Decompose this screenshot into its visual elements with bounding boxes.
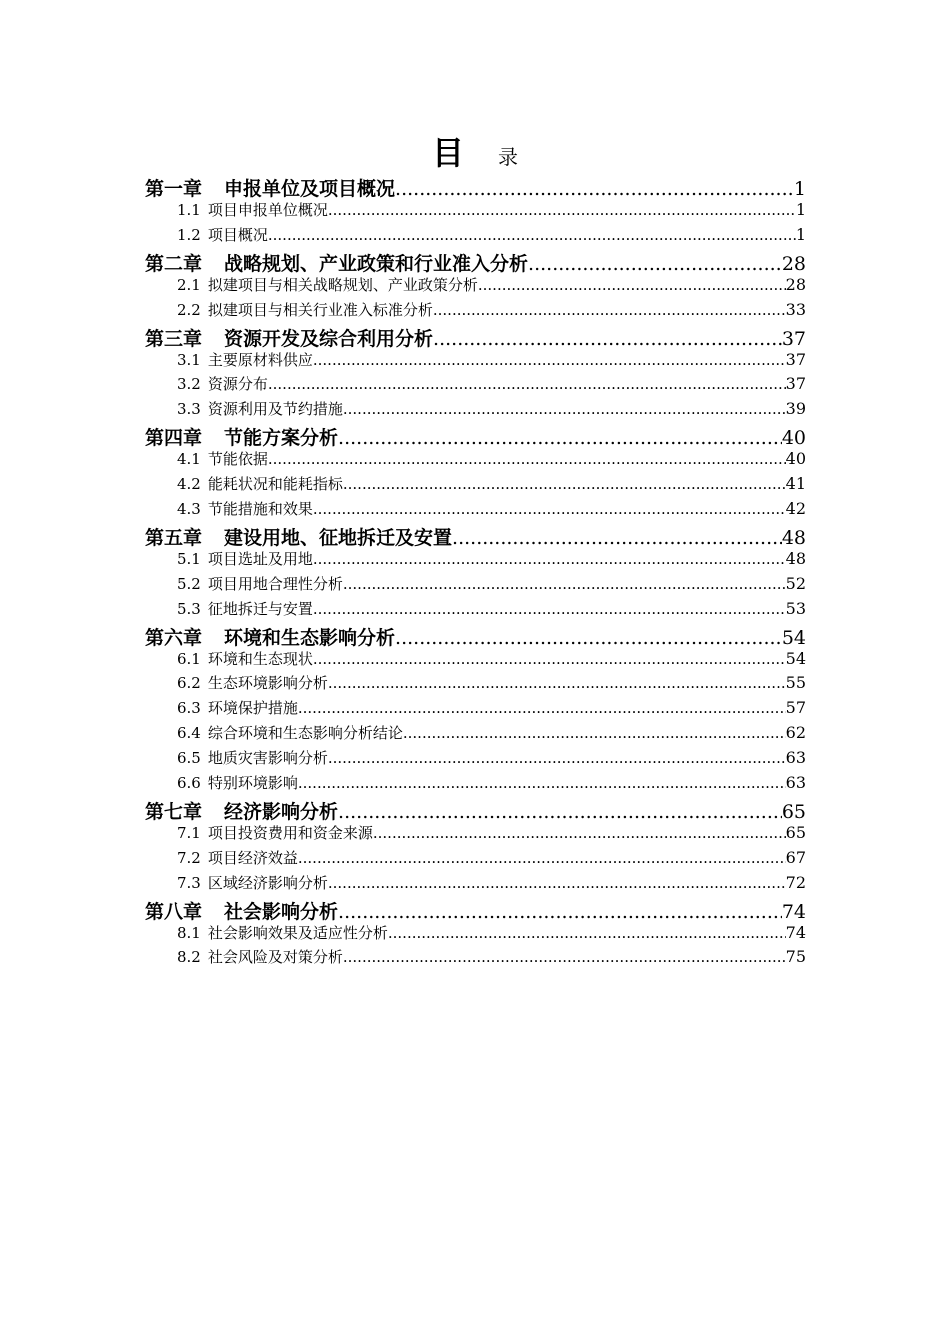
toc-leader-dots (478, 276, 786, 294)
toc-page-number: 1 (793, 178, 806, 200)
toc-section-entry[interactable] (145, 199, 806, 224)
toc-entry-number: 第七章 (145, 800, 203, 823)
toc-section-entry[interactable] (145, 672, 806, 697)
toc-section-entry[interactable] (145, 598, 806, 623)
toc-page-number: 63 (785, 773, 806, 793)
toc-entry-number: 7.1 (177, 823, 201, 842)
toc-section-entry[interactable] (145, 349, 806, 374)
toc-entry-label (177, 274, 478, 295)
toc-entry-title: 拟建项目与相关战略规划、产业政策分析 (207, 275, 478, 294)
toc-entry-title: 节能方案分析 (224, 427, 339, 450)
toc-leader-dots (298, 699, 786, 717)
toc-entry-number: 6.3 (177, 699, 201, 718)
toc-entry-number: 7.3 (177, 873, 201, 892)
toc-leader-dots (343, 575, 786, 593)
toc-leader-dots (268, 375, 786, 393)
toc-entry-title: 战略规划、产业政策和行业准入分析 (224, 252, 529, 275)
toc-entry-label (177, 448, 268, 469)
toc-entry-label (177, 672, 328, 693)
toc-entry-label (177, 349, 313, 370)
toc-entry-title: 项目选址及用地 (207, 549, 313, 568)
toc-entry-label (177, 548, 313, 569)
toc-entry-label (177, 373, 268, 394)
toc-section-entry[interactable] (145, 448, 806, 473)
toc-page-number: 37 (785, 374, 806, 394)
toc-page-number: 28 (781, 252, 806, 275)
toc-entry-label (177, 648, 313, 669)
toc-section-entry[interactable] (145, 498, 806, 523)
toc-section-entry[interactable] (145, 548, 806, 573)
toc-entry-number: 3.2 (177, 375, 201, 394)
toc-section-entry[interactable] (145, 747, 806, 772)
toc-leader-dots (338, 901, 782, 923)
toc-title-sub: 录 (498, 145, 518, 169)
toc-page-number: 33 (785, 299, 806, 319)
toc-page-number: 42 (785, 499, 806, 519)
toc-section-entry[interactable] (145, 722, 806, 747)
toc-leader-dots (343, 400, 786, 418)
toc-section-entry[interactable] (145, 772, 806, 797)
toc-entry-number: 2.2 (177, 300, 201, 319)
toc-entry-label (177, 697, 298, 718)
toc-chapter-entry[interactable] (145, 523, 806, 548)
toc-chapter-entry[interactable] (145, 249, 806, 274)
toc-page-number: 40 (785, 449, 806, 469)
toc-entry-number: 6.6 (177, 774, 201, 793)
toc-entry-number: 8.2 (177, 948, 201, 967)
toc-entry-title: 能耗状况和能耗指标 (207, 475, 343, 494)
toc-leader-dots (403, 724, 786, 742)
toc-leader-dots (313, 550, 786, 568)
toc-page-number: 52 (785, 573, 806, 593)
toc-chapter-entry[interactable] (145, 324, 806, 349)
toc-page-number: 41 (785, 474, 806, 494)
toc-entry-label (177, 822, 373, 843)
toc-entry-label (177, 573, 343, 594)
toc-leader-dots (298, 849, 786, 867)
toc-section-entry[interactable] (145, 224, 806, 249)
toc-entry-title: 社会影响效果及适应性分析 (207, 923, 388, 942)
toc-leader-dots (528, 253, 782, 275)
toc-entry-label (145, 249, 528, 276)
toc-entry-number: 3.1 (177, 350, 201, 369)
toc-leader-dots (313, 351, 786, 369)
toc-entry-label (177, 847, 298, 868)
toc-leader-dots (395, 627, 782, 649)
toc-section-entry[interactable] (145, 822, 806, 847)
toc-entry-number: 第一章 (145, 178, 203, 200)
toc-entry-title: 综合环境和生态影响分析结论 (207, 724, 403, 743)
toc-page-number: 1 (795, 224, 806, 244)
toc-page-number: 39 (785, 399, 806, 419)
toc-entry-title: 申报单位及项目概况 (224, 178, 396, 200)
toc-page-number: 48 (785, 548, 806, 568)
toc-page-number: 57 (785, 698, 806, 718)
toc-section-entry[interactable] (145, 473, 806, 498)
toc-entry-title: 经济影响分析 (224, 800, 339, 823)
toc-entry-number: 3.3 (177, 400, 201, 419)
toc-title-main: 目 (431, 134, 464, 172)
toc-section-entry[interactable] (145, 697, 806, 722)
toc-page-number: 75 (785, 947, 806, 967)
toc-leader-dots (343, 475, 786, 493)
toc-entry-title: 地质灾害影响分析 (207, 749, 328, 768)
toc-entry-title: 节能依据 (207, 450, 268, 469)
toc-page-number: 54 (785, 648, 806, 668)
toc-entry-title: 征地拆迁与安置 (207, 599, 313, 618)
toc-page-number: 40 (781, 427, 806, 450)
toc-entry-title: 环境保护措施 (207, 699, 298, 718)
toc-page-number: 63 (785, 748, 806, 768)
toc-leader-dots (373, 824, 786, 842)
toc-entry-label (177, 598, 313, 619)
toc-chapter-entry[interactable] (145, 174, 806, 199)
toc-page-number: 54 (781, 626, 806, 649)
toc-section-entry[interactable] (145, 648, 806, 673)
toc-entry-number: 4.3 (177, 500, 201, 519)
toc-entry-label (145, 324, 433, 351)
toc-page-number: 74 (781, 900, 806, 923)
toc-section-entry[interactable] (145, 573, 806, 598)
toc-entry-label (177, 722, 403, 743)
toc-leader-dots (268, 226, 796, 244)
toc-entry-number: 5.3 (177, 599, 201, 618)
toc-entry-label (177, 224, 268, 245)
toc-chapter-entry[interactable] (145, 423, 806, 448)
toc-entry-number: 2.1 (177, 275, 201, 294)
toc-entry-title: 项目申报单位概况 (207, 201, 328, 219)
toc-entry-label (145, 523, 452, 550)
toc-entry-title: 生态环境影响分析 (207, 674, 328, 693)
toc-entry-number: 1.2 (177, 225, 201, 244)
toc-entry-number: 5.2 (177, 574, 201, 593)
toc-page-number: 67 (785, 847, 806, 867)
toc-page-number: 28 (785, 274, 806, 294)
toc-entry-label (145, 623, 395, 650)
toc-entry-title: 环境和生态现状 (207, 649, 313, 668)
toc-entry-title: 资源开发及综合利用分析 (224, 327, 434, 350)
toc-entry-label (177, 747, 328, 768)
toc-entry-label (177, 872, 328, 893)
toc-entry-title: 项目概况 (207, 225, 268, 244)
toc-page-number: 53 (785, 598, 806, 618)
toc-entry-title: 项目经济效益 (207, 848, 298, 867)
toc-entry-title: 项目投资费用和资金来源 (207, 823, 373, 842)
toc-leader-dots (328, 674, 786, 692)
toc-entry-label (145, 174, 395, 201)
toc-entry-number: 第二章 (145, 252, 203, 275)
toc-entry-number: 第六章 (145, 626, 203, 649)
toc-entry-number: 第八章 (145, 900, 203, 923)
toc-leader-dots (338, 427, 782, 449)
toc-chapter-entry[interactable] (145, 897, 806, 922)
toc-leader-dots (328, 201, 796, 219)
toc-page-number: 48 (781, 526, 806, 549)
toc-page-number: 37 (785, 349, 806, 369)
toc-entry-number: 7.2 (177, 848, 201, 867)
toc-leader-dots (313, 500, 786, 518)
toc-leader-dots (268, 450, 786, 468)
toc-leader-dots (313, 650, 786, 668)
toc-section-entry[interactable] (145, 299, 806, 324)
toc-section-entry[interactable] (145, 274, 806, 299)
toc-entry-label (177, 946, 343, 967)
toc-entry-label (177, 498, 313, 519)
toc-entry-label (177, 473, 343, 494)
toc-section-entry[interactable] (145, 398, 806, 423)
toc-entry-number: 第四章 (145, 427, 203, 450)
toc-leader-dots (433, 301, 786, 319)
toc-entry-label (145, 423, 338, 450)
toc-page-number: 62 (785, 723, 806, 743)
toc-section-entry[interactable] (145, 373, 806, 398)
toc-entry-title: 建设用地、征地拆迁及安置 (224, 526, 453, 549)
toc-entry-title: 社会风险及对策分析 (207, 948, 343, 967)
toc-entry-title: 社会影响分析 (224, 900, 339, 923)
toc-entry-number: 1.1 (177, 201, 201, 219)
toc-entry-title: 主要原材料供应 (207, 350, 313, 369)
toc-entry-number: 6.1 (177, 649, 201, 668)
toc-leader-dots (338, 801, 782, 823)
toc-entry-label (177, 922, 388, 943)
toc-section-entry[interactable] (145, 946, 806, 971)
toc-leader-dots (388, 924, 786, 942)
toc-entry-number: 6.4 (177, 724, 201, 743)
toc-entry-title: 项目用地合理性分析 (207, 574, 343, 593)
toc-entry-label (145, 897, 338, 924)
toc-leader-dots (343, 948, 786, 966)
toc-entry-title: 节能措施和效果 (207, 500, 313, 519)
toc-section-entry[interactable] (145, 922, 806, 947)
toc-page-number: 74 (785, 922, 806, 942)
toc-section-entry[interactable] (145, 847, 806, 872)
toc-entry-title: 拟建项目与相关行业准入标准分析 (207, 300, 433, 319)
toc-entry-label (177, 772, 298, 793)
toc-title (0, 128, 950, 174)
toc-leader-dots (452, 527, 782, 549)
toc-leader-dots (433, 328, 782, 350)
table-of-contents (145, 174, 806, 971)
toc-leader-dots (328, 749, 786, 767)
toc-chapter-entry[interactable] (145, 623, 806, 648)
toc-entry-label (145, 797, 338, 824)
toc-entry-number: 4.2 (177, 475, 201, 494)
toc-entry-number: 4.1 (177, 450, 201, 469)
toc-entry-title: 资源利用及节约措施 (207, 400, 343, 419)
toc-leader-dots (395, 178, 794, 200)
toc-entry-number: 第五章 (145, 526, 203, 549)
toc-page-number: 37 (781, 327, 806, 350)
toc-section-entry[interactable] (145, 872, 806, 897)
toc-entry-number: 6.5 (177, 749, 201, 768)
toc-page-number: 65 (781, 800, 806, 823)
toc-entry-label (177, 398, 343, 419)
toc-entry-number: 第三章 (145, 327, 203, 350)
toc-chapter-entry[interactable] (145, 797, 806, 822)
toc-entry-number: 8.1 (177, 923, 201, 942)
toc-leader-dots (328, 874, 786, 892)
toc-entry-title: 资源分布 (207, 375, 268, 394)
toc-page-number: 65 (785, 822, 806, 842)
toc-entry-title: 特别环境影响 (207, 774, 298, 793)
toc-entry-label (177, 199, 328, 220)
toc-leader-dots (313, 600, 786, 618)
toc-entry-number: 5.1 (177, 549, 201, 568)
toc-entry-title: 环境和生态影响分析 (224, 626, 396, 649)
toc-entry-number: 6.2 (177, 674, 201, 693)
toc-entry-title: 区域经济影响分析 (207, 873, 328, 892)
toc-page-number: 1 (795, 200, 806, 219)
toc-leader-dots (298, 774, 786, 792)
toc-page-number: 55 (785, 673, 806, 693)
toc-page-number: 72 (785, 872, 806, 892)
toc-entry-label (177, 299, 433, 320)
